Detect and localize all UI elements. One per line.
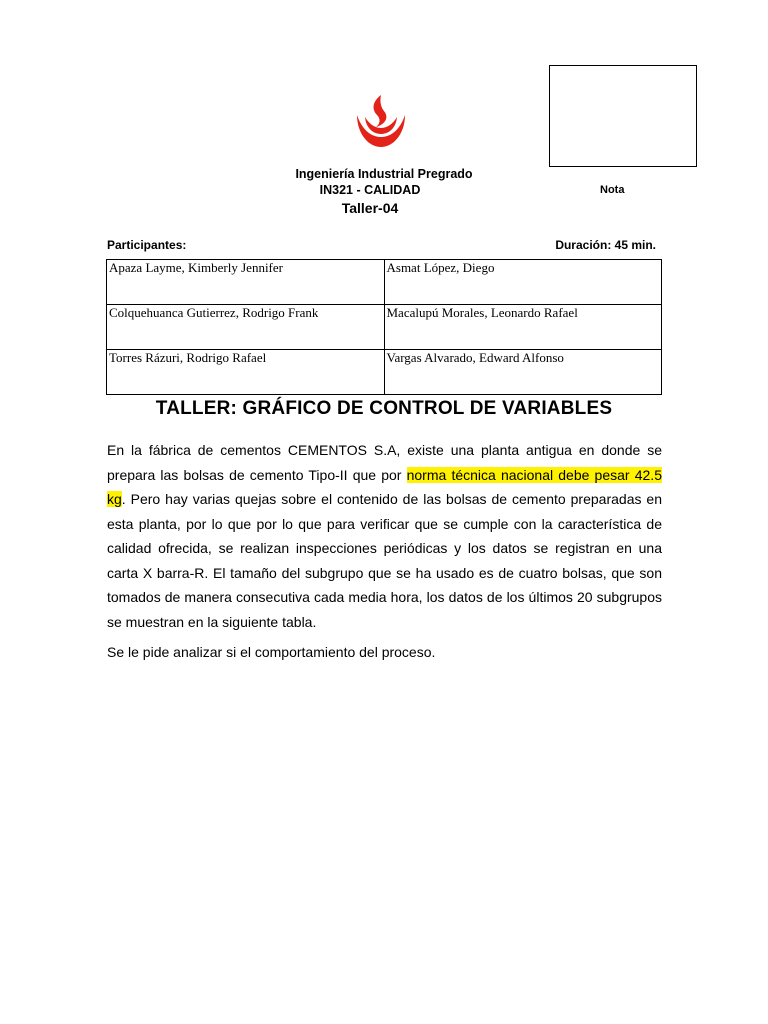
participants-label: Participantes:: [107, 238, 187, 252]
problem-statement: [107, 438, 662, 634]
table-row: [107, 350, 662, 395]
participant-cell: Macalupú Morales, Leonardo Rafael: [384, 305, 662, 350]
statement-text: En la fábrica de cementos CEMENTOS S.A, existe una planta antigua en donde se prepara las bolsas de cemento Tipo-II que por: [107, 442, 662, 483]
duration-label: Duración: 45 min.: [555, 238, 656, 252]
course-code: IN321 - CALIDAD: [319, 183, 421, 197]
table-row: [107, 305, 662, 350]
participant-cell: Colquehuanca Gutierrez, Rodrigo Frank: [107, 305, 385, 350]
university-logo: [353, 93, 409, 149]
task-instruction: Se le pide analizar si el comportamiento del proceso.: [107, 644, 436, 660]
program-name: Ingeniería Industrial Pregrado: [295, 167, 473, 181]
participant-cell: Torres Rázuri, Rodrigo Rafael: [107, 350, 385, 395]
participant-cell: Vargas Alvarado, Edward Alfonso: [384, 350, 662, 395]
grade-box: [549, 65, 697, 167]
document-title: TALLER: GRÁFICO DE CONTROL DE VARIABLES: [155, 398, 613, 419]
statement-text: . Pero hay varias quejas sobre el contenido de las bolsas de cemento preparadas en esta planta, por lo que por lo que para verificar que se cumple con la característica de calidad ofrecida, se realizan inspecciones periódicas y los datos se registran en una carta X barra-R. El tamaño del subgrupo que se ha usado es de cuatro bolsas, que son tomados de manera consecutiva cada media hora, los datos de los últimos 20 subgrupos se muestran en la siguiente tabla.: [107, 491, 662, 630]
workshop-number: Taller-04: [341, 200, 399, 216]
table-row: [107, 260, 662, 305]
participant-cell: Apaza Layme, Kimberly Jennifer: [107, 260, 385, 305]
participant-cell: Asmat López, Diego: [384, 260, 662, 305]
nota-label: Nota: [600, 184, 625, 196]
highlighted-spec: norma técnica nacional debe pesar 42.5 kg: [107, 466, 662, 507]
participants-table: [106, 259, 662, 395]
